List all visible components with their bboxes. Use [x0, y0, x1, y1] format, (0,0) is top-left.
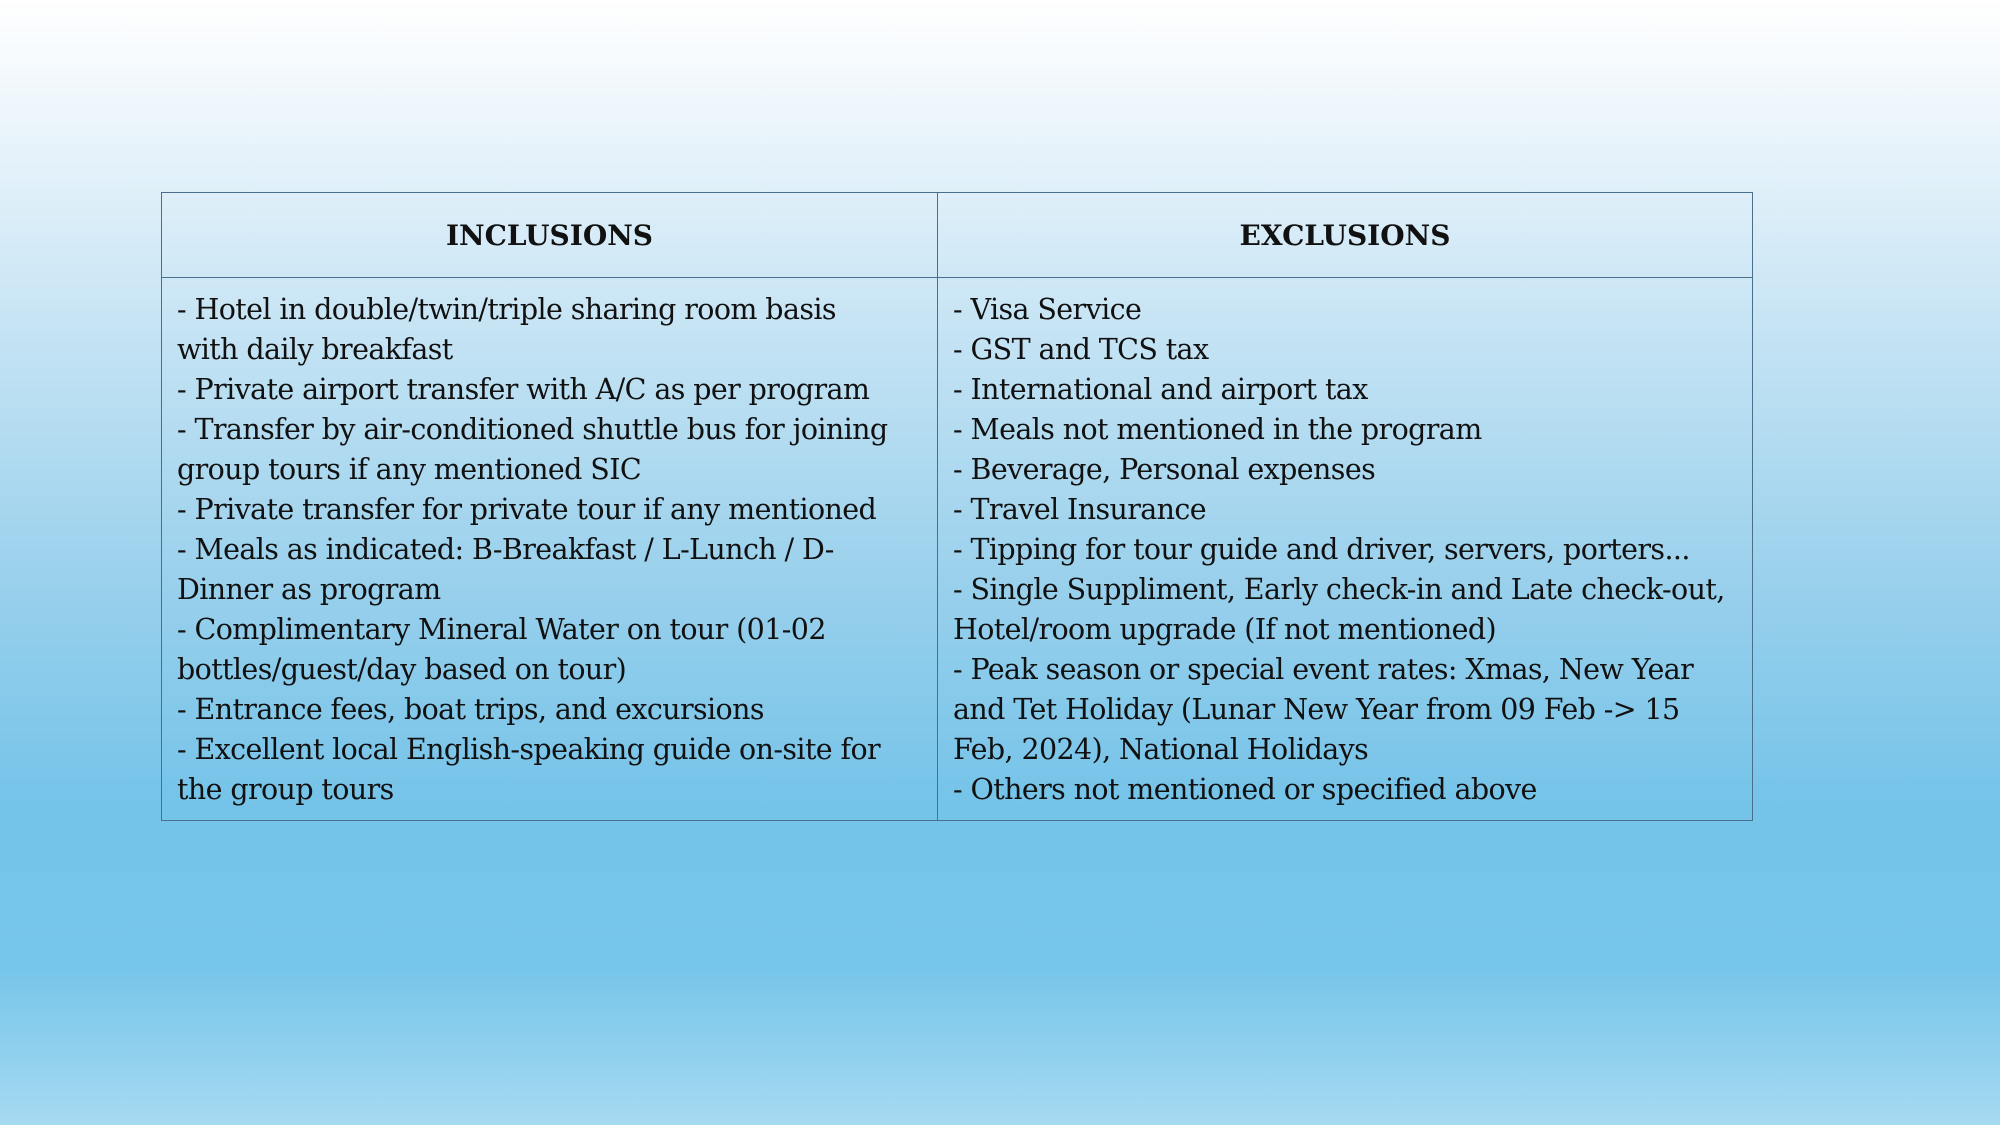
- inclusions-cell: [162, 278, 938, 821]
- exclusions-line: - Tipping for tour guide and driver, servers, porters...: [953, 533, 1690, 566]
- exclusions-line: and Tet Holiday (Lunar New Year from 09 Feb -> 15: [953, 693, 1680, 726]
- exclusions-line: - Single Suppliment, Early check-in and Late check-out,: [953, 573, 1725, 606]
- header-row: [162, 193, 1753, 278]
- inclusions-line: - Meals as indicated: B-Breakfast / L-Lunch / D-: [177, 533, 834, 566]
- inclusions-line: - Private airport transfer with A/C as per program: [177, 373, 870, 406]
- inclusions-line: - Complimentary Mineral Water on tour (01-02: [177, 613, 826, 646]
- inclusions-line: group tours if any mentioned SIC: [177, 453, 642, 486]
- inclusions-line: Dinner as program: [177, 573, 441, 606]
- content-row: [162, 278, 1753, 821]
- exclusions-line: - Meals not mentioned in the program: [953, 413, 1482, 446]
- exclusions-line: - Peak season or special event rates: Xmas, New Year: [953, 653, 1694, 686]
- inclusions-line: - Entrance fees, boat trips, and excursions: [177, 693, 764, 726]
- inclusions-line: bottles/guest/day based on tour): [177, 653, 627, 686]
- inclusions-header: INCLUSIONS: [162, 193, 938, 278]
- inclusions-line: the group tours: [177, 773, 394, 806]
- inclusions-line: - Hotel in double/twin/triple sharing room basis: [177, 293, 836, 326]
- exclusions-line: Hotel/room upgrade (If not mentioned): [953, 613, 1497, 646]
- inclusions-line: - Excellent local English-speaking guide on-site for: [177, 733, 881, 766]
- inclusions-line: - Transfer by air-conditioned shuttle bus for joining: [177, 413, 888, 446]
- exclusions-line: - Others not mentioned or specified above: [953, 773, 1537, 806]
- exclusions-line: Feb, 2024), National Holidays: [953, 733, 1369, 766]
- exclusions-line: - Beverage, Personal expenses: [953, 453, 1376, 486]
- exclusions-cell: [938, 278, 1753, 821]
- exclusions-line: - International and airport tax: [953, 373, 1368, 406]
- exclusions-line: - Travel Insurance: [953, 493, 1207, 526]
- inclusions-line: - Private transfer for private tour if any mentioned: [177, 493, 877, 526]
- exclusions-header: EXCLUSIONS: [938, 193, 1753, 278]
- inclusions-exclusions-table: [161, 192, 1753, 821]
- inclusions-line: with daily breakfast: [177, 333, 453, 366]
- exclusions-line: - GST and TCS tax: [953, 333, 1209, 366]
- exclusions-line: - Visa Service: [953, 293, 1142, 326]
